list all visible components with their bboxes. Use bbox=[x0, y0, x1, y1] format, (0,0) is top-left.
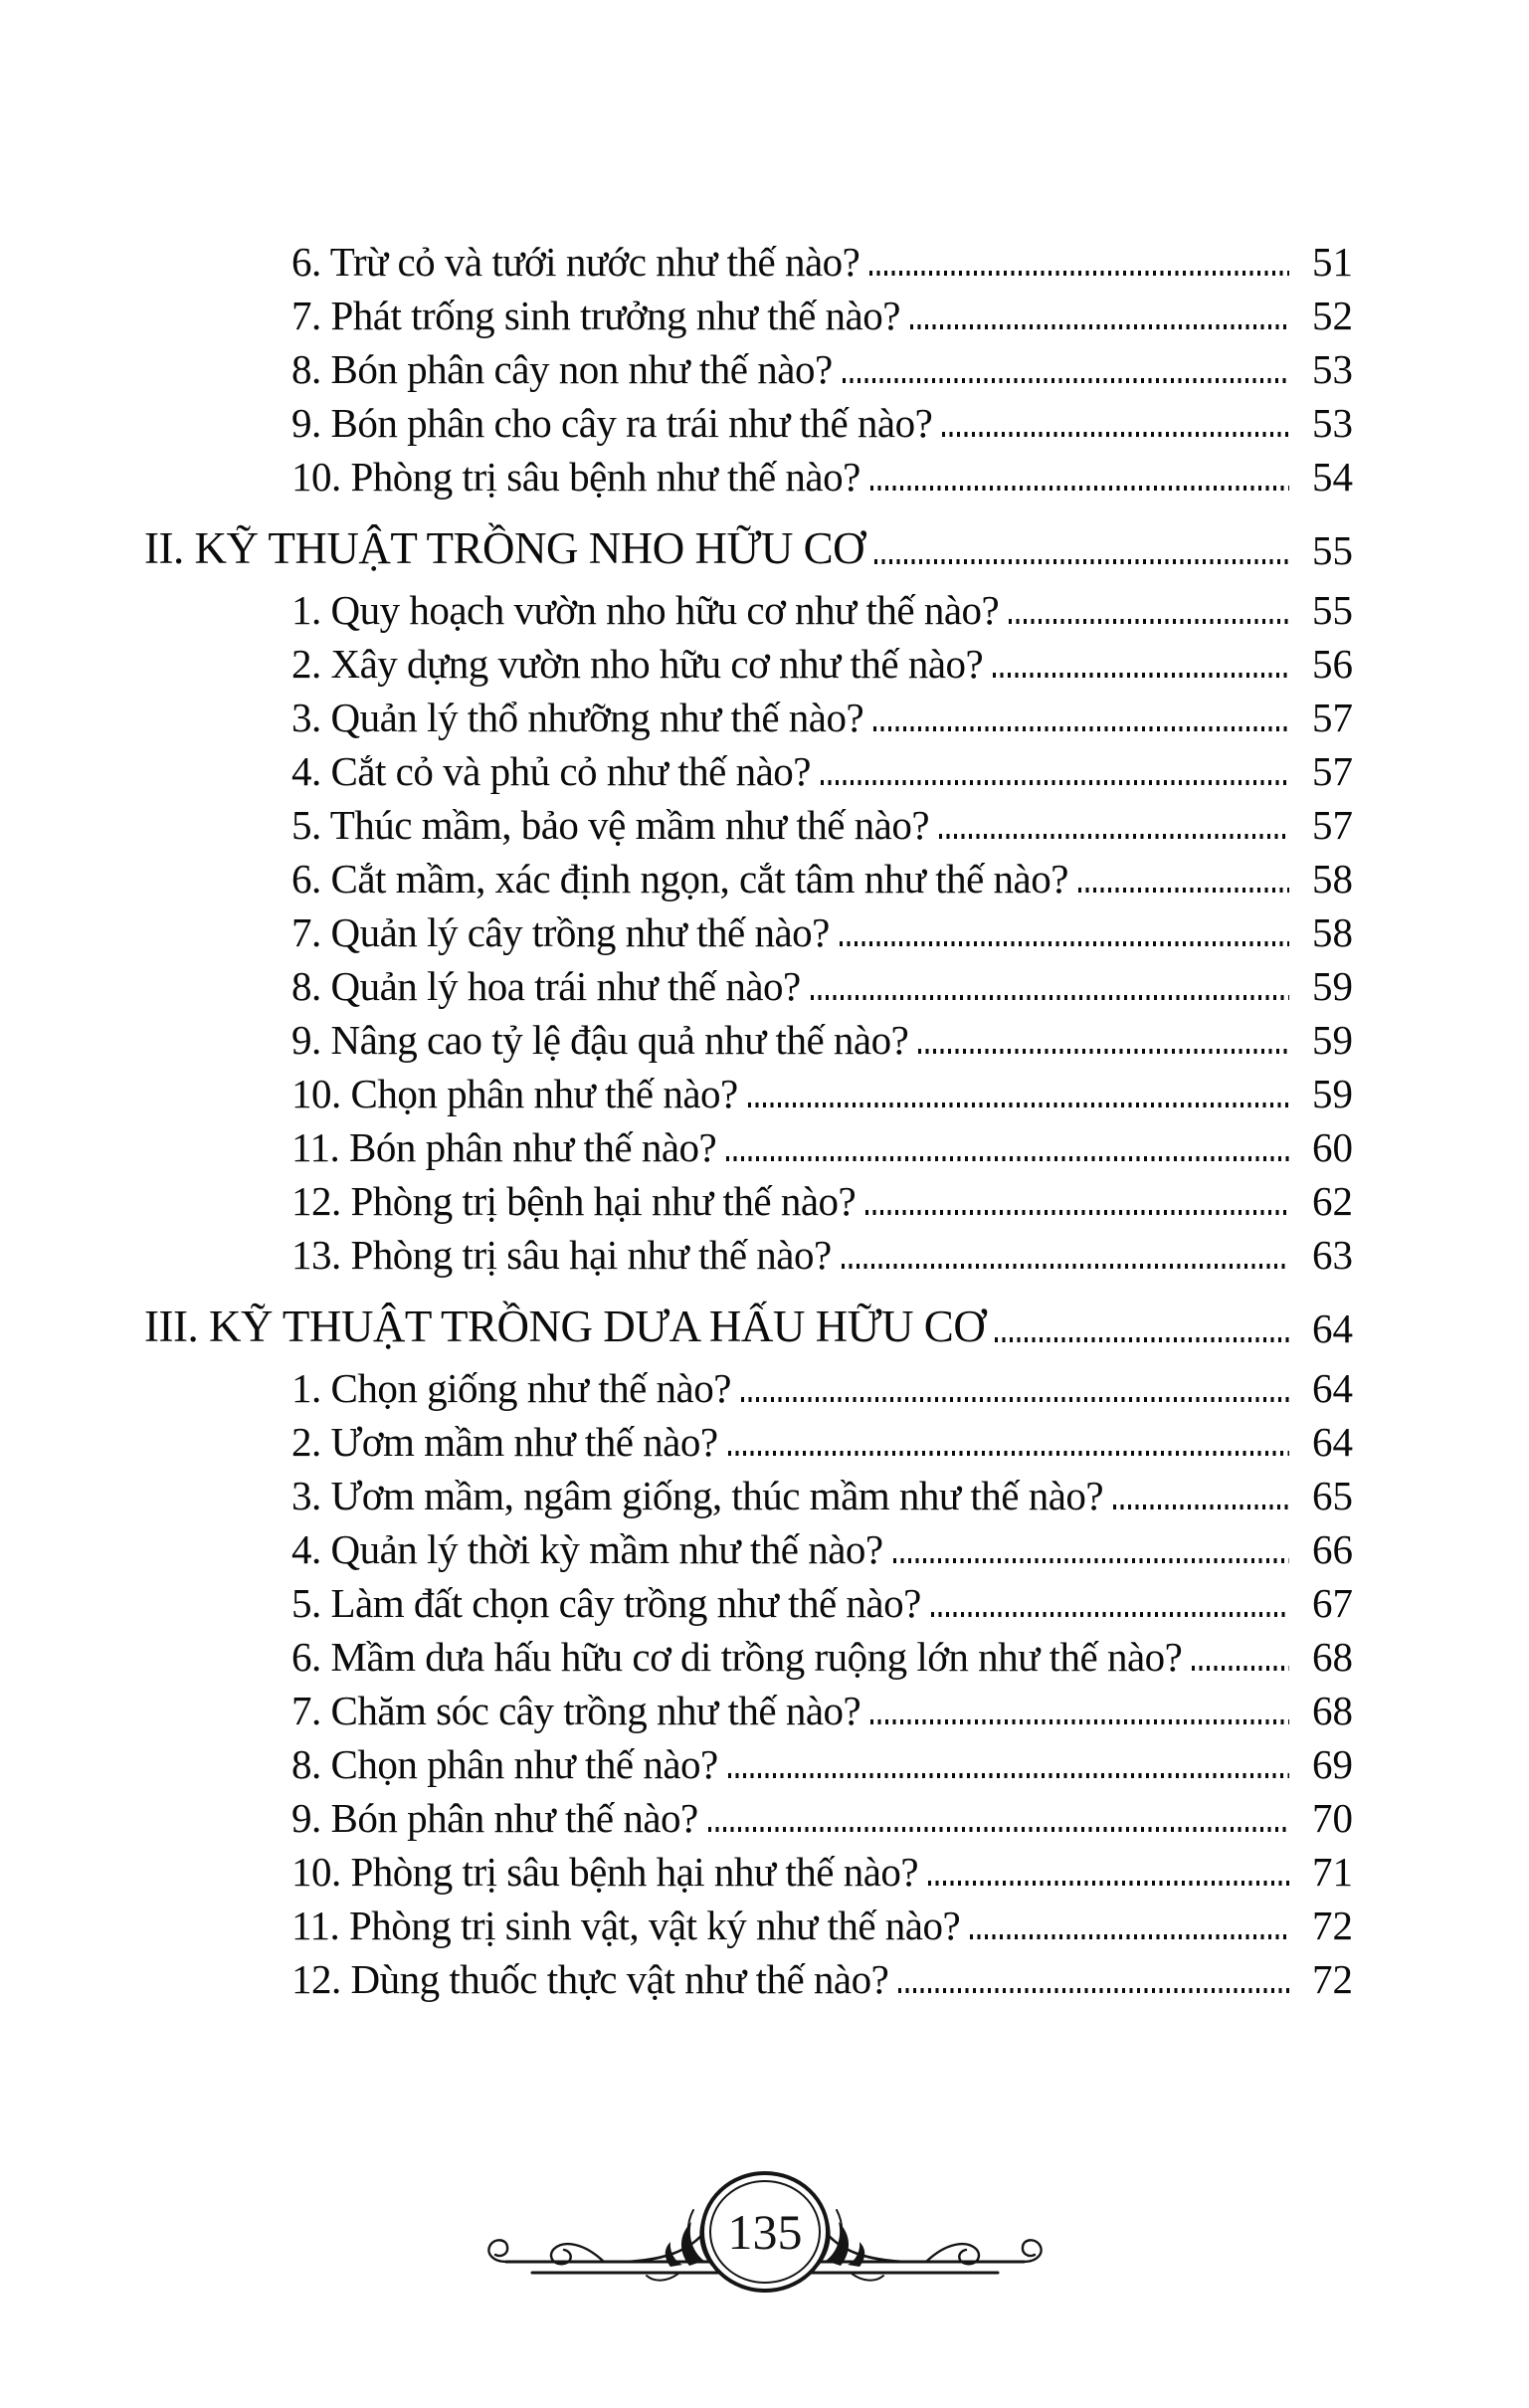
toc-entry-title: 2. Ươm mầm như thế nào? bbox=[291, 1419, 718, 1465]
toc-entry-page: 68 bbox=[1312, 1688, 1353, 1733]
toc-entry-title: 10. Chọn phân như thế nào? bbox=[291, 1071, 738, 1116]
toc-item-row bbox=[144, 688, 1353, 741]
toc-entry-title: 8. Quản lý hoa trái như thế nào? bbox=[291, 963, 801, 1009]
toc-item-row bbox=[144, 1949, 1353, 2003]
toc-item-row bbox=[144, 1412, 1353, 1466]
toc-entry-title: 1. Quy hoạch vườn nho hữu cơ như thế nào? bbox=[291, 587, 1000, 633]
toc-entry-title: 6. Mầm dưa hấu hữu cơ di trồng ruộng lớn như thế nào? bbox=[291, 1634, 1183, 1680]
toc-leader-dots bbox=[874, 559, 1289, 564]
toc-entry-title: 4. Quản lý thời kỳ mầm như thế nào? bbox=[291, 1526, 883, 1572]
toc-leader-dots bbox=[748, 1103, 1289, 1107]
toc-leader-dots bbox=[821, 780, 1289, 785]
toc-leader-dots bbox=[898, 1988, 1289, 1993]
toc-entry-page: 56 bbox=[1312, 641, 1353, 687]
toc-entry-title: 13. Phòng trị sâu hại như thế nào? bbox=[291, 1232, 832, 1278]
toc-entry-page: 60 bbox=[1312, 1124, 1353, 1170]
toc-item-row bbox=[144, 1225, 1353, 1279]
page-footer bbox=[0, 2154, 1529, 2333]
toc-leader-dots bbox=[939, 834, 1289, 839]
toc-entry-title: 11. Phòng trị sinh vật, vật ký như thế nào? bbox=[291, 1903, 961, 1948]
toc-entry-page: 52 bbox=[1312, 293, 1353, 338]
toc-entry-page: 72 bbox=[1312, 1956, 1353, 2002]
toc-item-row bbox=[144, 1788, 1353, 1842]
toc-item-row bbox=[144, 339, 1353, 393]
toc-leader-dots bbox=[893, 1558, 1289, 1563]
toc-entry-page: 65 bbox=[1312, 1473, 1353, 1518]
toc-section-heading bbox=[144, 1299, 1353, 1352]
toc-leader-dots bbox=[840, 941, 1289, 946]
toc-item-row bbox=[144, 1010, 1353, 1064]
toc-entry-title: 6. Cắt mầm, xác định ngọn, cắt tâm như thế nào? bbox=[291, 856, 1068, 902]
toc-leader-dots bbox=[1192, 1666, 1289, 1671]
toc-item-row bbox=[144, 1681, 1353, 1734]
toc-entry-title: 7. Quản lý cây trồng như thế nào? bbox=[291, 909, 830, 955]
toc-entry-page: 63 bbox=[1312, 1232, 1353, 1278]
toc-entry-page: 55 bbox=[1312, 587, 1353, 633]
toc-leader-dots bbox=[843, 378, 1289, 383]
toc-item-row bbox=[144, 232, 1353, 286]
toc-entry-page: 71 bbox=[1312, 1849, 1353, 1895]
toc-leader-dots bbox=[942, 432, 1289, 437]
toc-leader-dots bbox=[1113, 1505, 1289, 1509]
toc-leader-dots bbox=[928, 1881, 1289, 1886]
toc-entry-page: 53 bbox=[1312, 400, 1353, 446]
toc-leader-dots bbox=[811, 995, 1289, 1000]
toc-entry-page: 58 bbox=[1312, 909, 1353, 955]
toc-item-row bbox=[144, 849, 1353, 903]
toc-entry-title: 1. Chọn giống như thế nào? bbox=[291, 1365, 731, 1411]
page-number-ornament bbox=[477, 2154, 1053, 2328]
toc-entry-title: 9. Nâng cao tỷ lệ đậu quả như thế nào? bbox=[291, 1017, 909, 1063]
toc-entry-title: 7. Chăm sóc cây trồng như thế nào? bbox=[291, 1688, 861, 1733]
toc-leader-dots bbox=[726, 1156, 1289, 1161]
toc-leader-dots bbox=[869, 271, 1289, 276]
toc-entry-page: 59 bbox=[1312, 1017, 1353, 1063]
toc-entry-page: 64 bbox=[1312, 1419, 1353, 1465]
toc-entry-page: 68 bbox=[1312, 1634, 1353, 1680]
toc-entry-title: 12. Dùng thuốc thực vật như thế nào? bbox=[291, 1956, 889, 2002]
toc-entry-page: 51 bbox=[1312, 239, 1353, 285]
toc-entry-title: 5. Thúc mầm, bảo vệ mầm như thế nào? bbox=[291, 802, 930, 848]
toc-leader-dots bbox=[918, 1049, 1289, 1054]
toc-item-row bbox=[144, 1842, 1353, 1896]
toc-leader-dots bbox=[741, 1397, 1289, 1402]
toc-leader-dots bbox=[910, 324, 1289, 329]
toc-heading-title: II. KỸ THUẬT TRỒNG NHO HỮU CƠ bbox=[144, 523, 865, 573]
toc-leader-dots bbox=[708, 1827, 1289, 1832]
toc-entry-title: 12. Phòng trị bệnh hại như thế nào? bbox=[291, 1178, 857, 1224]
toc-entry-page: 64 bbox=[1312, 1365, 1353, 1411]
toc-entry-title: 3. Ươm mầm, ngâm giống, thúc mầm như thế nào? bbox=[291, 1473, 1104, 1518]
toc-leader-dots bbox=[873, 726, 1289, 731]
toc-entry-title: 2. Xây dựng vườn nho hữu cơ như thế nào? bbox=[291, 641, 984, 687]
toc-item-row bbox=[144, 1171, 1353, 1225]
toc-entry-page: 58 bbox=[1312, 856, 1353, 902]
toc-leader-dots bbox=[870, 486, 1289, 491]
toc-entry-title: 3. Quản lý thổ nhưỡng như thế nào? bbox=[291, 695, 864, 740]
toc-item-row bbox=[144, 1734, 1353, 1788]
toc-entry-title: 10. Phòng trị sâu bệnh như thế nào? bbox=[291, 454, 860, 500]
toc-entry-page: 70 bbox=[1312, 1795, 1353, 1841]
toc-entry-title: 10. Phòng trị sâu bệnh hại như thế nào? bbox=[291, 1849, 919, 1895]
toc-leader-dots bbox=[995, 1337, 1289, 1342]
toc-entry-title: 11. Bón phân như thế nào? bbox=[291, 1124, 717, 1170]
toc-entry-title: 9. Bón phân như thế nào? bbox=[291, 1795, 698, 1841]
toc-item-row bbox=[144, 634, 1353, 688]
toc-item-row bbox=[144, 1466, 1353, 1519]
toc-heading-title: III. KỸ THUẬT TRỒNG DƯA HẤU HỮU CƠ bbox=[144, 1302, 986, 1351]
toc-item-row bbox=[144, 1358, 1353, 1412]
toc-item-row bbox=[144, 1519, 1353, 1573]
toc-entry-page: 67 bbox=[1312, 1580, 1353, 1626]
toc-entry-page: 53 bbox=[1312, 346, 1353, 392]
toc-item-row bbox=[144, 580, 1353, 634]
toc-entry-page: 57 bbox=[1312, 802, 1353, 848]
toc-leader-dots bbox=[728, 1451, 1289, 1456]
toc-leader-dots bbox=[1009, 619, 1289, 624]
toc-section-heading bbox=[144, 520, 1353, 574]
toc-entry-page: 62 bbox=[1312, 1178, 1353, 1224]
toc-entry-page: 59 bbox=[1312, 963, 1353, 1009]
toc-entry-page: 64 bbox=[1312, 1305, 1353, 1351]
toc-entry-page: 66 bbox=[1312, 1526, 1353, 1572]
toc-entry-title: 5. Làm đất chọn cây trồng như thế nào? bbox=[291, 1580, 921, 1626]
toc-entry-title: 6. Trừ cỏ và tưới nước như thế nào? bbox=[291, 239, 860, 285]
toc-entry-page: 72 bbox=[1312, 1903, 1353, 1948]
toc-item-row bbox=[144, 1627, 1353, 1681]
toc-leader-dots bbox=[993, 673, 1289, 678]
footer-page-number: 135 bbox=[727, 2204, 802, 2260]
toc-item-row bbox=[144, 1896, 1353, 1949]
toc-item-row bbox=[144, 286, 1353, 339]
toc-item-row bbox=[144, 1573, 1353, 1627]
toc-entry-page: 57 bbox=[1312, 748, 1353, 794]
toc-item-row bbox=[144, 447, 1353, 501]
toc-entry-title: 9. Bón phân cho cây ra trái như thế nào? bbox=[291, 400, 933, 446]
toc-leader-dots bbox=[1078, 888, 1289, 893]
toc-leader-dots bbox=[865, 1210, 1289, 1215]
toc-item-row bbox=[144, 1117, 1353, 1171]
toc-entry-page: 57 bbox=[1312, 695, 1353, 740]
toc-leader-dots bbox=[970, 1934, 1289, 1939]
toc-item-row bbox=[144, 956, 1353, 1010]
toc-entry-title: 4. Cắt cỏ và phủ cỏ như thế nào? bbox=[291, 748, 811, 794]
toc-item-row bbox=[144, 393, 1353, 447]
toc-entry-title: 8. Bón phân cây non như thế nào? bbox=[291, 346, 833, 392]
toc-leader-dots bbox=[842, 1264, 1289, 1269]
toc-leader-dots bbox=[728, 1773, 1289, 1778]
toc-entry-page: 55 bbox=[1312, 527, 1353, 573]
toc-entry-page: 59 bbox=[1312, 1071, 1353, 1116]
toc-item-row bbox=[144, 741, 1353, 795]
toc-leader-dots bbox=[870, 1719, 1289, 1724]
toc-entry-title: 8. Chọn phân như thế nào? bbox=[291, 1741, 718, 1787]
toc-entry-page: 69 bbox=[1312, 1741, 1353, 1787]
toc-entry-title: 7. Phát trống sinh trưởng như thế nào? bbox=[291, 293, 900, 338]
toc-leader-dots bbox=[931, 1612, 1289, 1617]
toc-entry-page: 54 bbox=[1312, 454, 1353, 500]
toc-item-row bbox=[144, 795, 1353, 849]
toc-item-row bbox=[144, 903, 1353, 956]
toc-item-row bbox=[144, 1064, 1353, 1117]
